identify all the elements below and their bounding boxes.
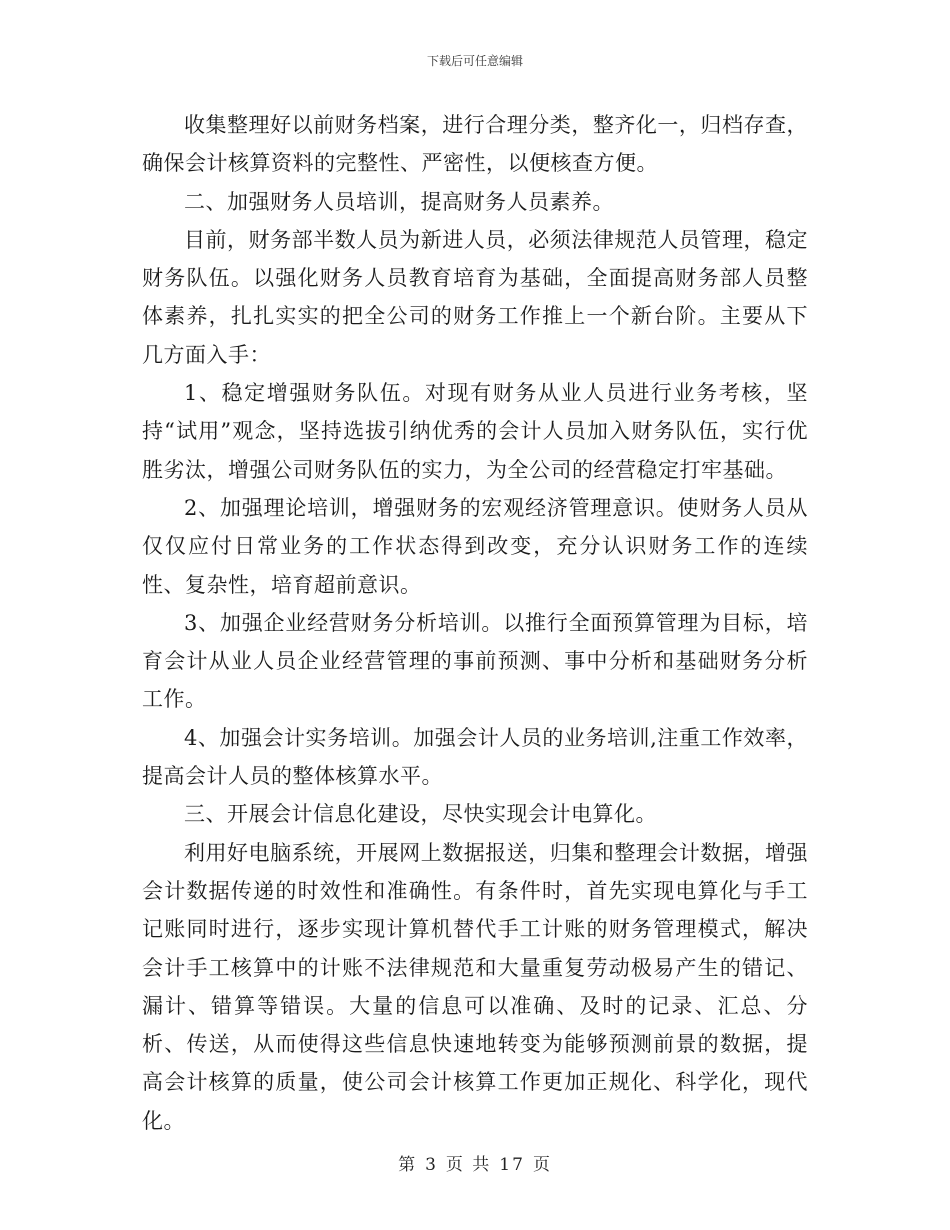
footer-suffix: 页 bbox=[532, 1155, 552, 1175]
list-item-2: 2、加强理论培训，增强财务的宏观经济管理意识。使财务人员从仅仅应付日常业务的工作状态得到改变，充分认识财务工作的连续性、复杂性，培育超前意识。 bbox=[142, 495, 808, 597]
section-heading-training: 二、加强财务人员培训，提高财务人员素养。 bbox=[184, 189, 614, 214]
section-heading-informatization: 三、开展会计信息化建设，尽快实现会计电算化。 bbox=[184, 802, 657, 827]
list-item-4: 4、加强会计实务培训。加强会计人员的业务培训,注重工作效率，提高会计人员的整体核算水平。 bbox=[142, 725, 808, 789]
list-item-3: 3、加强企业经营财务分析培训。以推行全面预算管理为目标，培育会计从业人员企业经营管理的事前预测、事中分析和基础财务分析工作。 bbox=[142, 610, 808, 712]
page-header: 下载后可任意编辑 bbox=[426, 54, 523, 68]
page-footer bbox=[0, 1150, 950, 1175]
total-pages-number: 17 bbox=[499, 1155, 525, 1175]
list-item-1: 1、稳定增强财务队伍。对现有财务从业人员进行业务考核，坚持“试用”观念，坚持选拔引纳优秀的会计人员加入财务队伍，实行优胜劣汰，增强公司财务队伍的实力，为全公司的经营稳定打牢基础。 bbox=[142, 381, 808, 482]
paragraph-archives: 收集整理好以前财务档案，进行合理分类，整齐化一，归档存查，确保会计核算资料的完整性、严密性，以便核查方便。 bbox=[142, 113, 808, 176]
footer-prefix: 第 bbox=[398, 1155, 418, 1175]
paragraph-computerization: 利用好电脑系统，开展网上数据报送，归集和整理会计数据，增强会计数据传递的时效性和准确性。有条件时，首先实现电算化与手工记账同时进行，逐步实现计算机替代手工计账的财务管理模式，解决会计手工核算中的计账不法律规范和大量重复劳动极易产生的错记、漏计、错算等错误。大量的信息可以准确、及时的记录、汇总、分析、传送，从而使得这些信息快速地转变为能够预测前景的数据，提高会计核算的质量，使公司会计核算工作更加正规化、科学化，现代化。 bbox=[142, 840, 808, 1133]
footer-middle: 页 共 bbox=[445, 1155, 492, 1175]
document-body bbox=[142, 106, 808, 1140]
paragraph-current-status: 目前，财务部半数人员为新进人员，必须法律规范人员管理，稳定财务队伍。以强化财务人员教育培育为基础，全面提高财务部人员整体素养，扎扎实实的把全公司的财务工作推上一个新台阶。主要从下几方面入手： bbox=[142, 227, 808, 367]
current-page-number: 3 bbox=[425, 1155, 438, 1175]
